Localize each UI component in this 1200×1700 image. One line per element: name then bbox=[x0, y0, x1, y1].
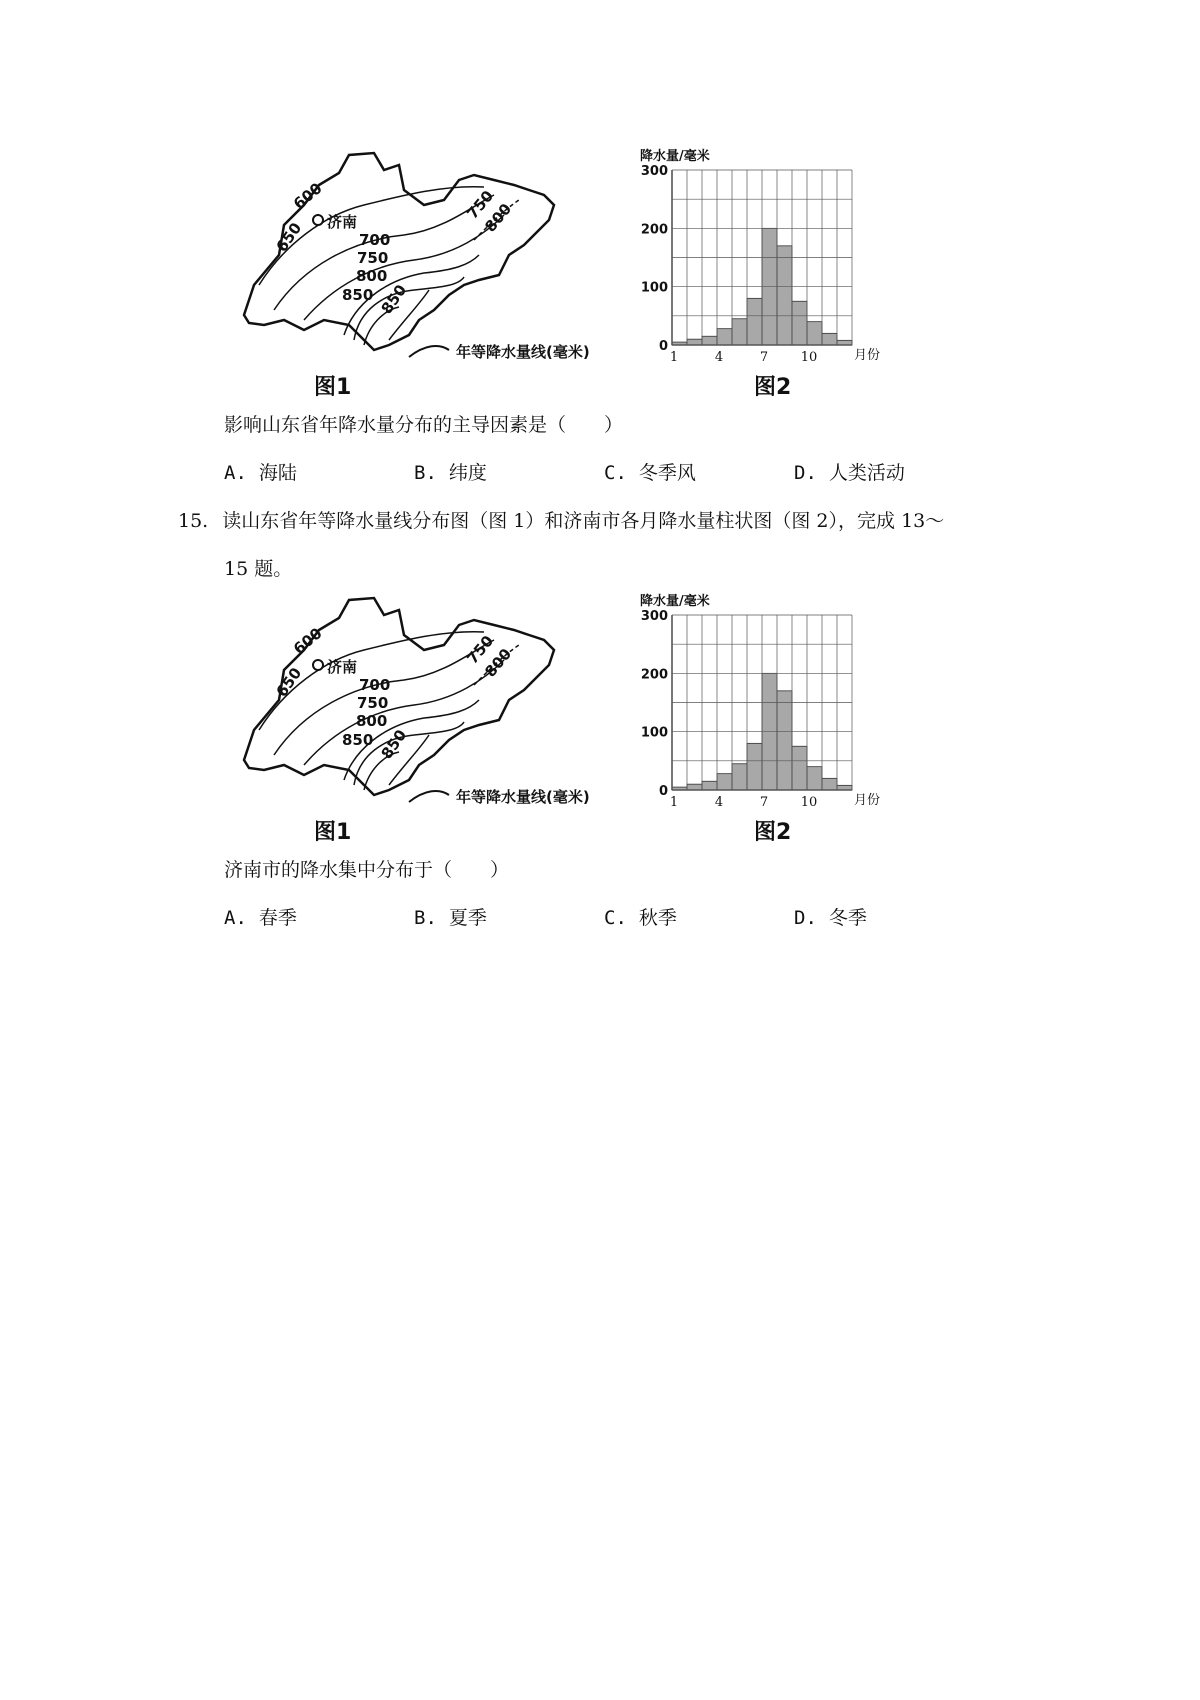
isoline-label-800: 800 bbox=[356, 267, 388, 285]
bar-month-8 bbox=[777, 246, 792, 345]
figure-row-2 bbox=[224, 590, 881, 850]
figure-row-1 bbox=[224, 145, 881, 405]
figure-2-caption: 图2 bbox=[754, 820, 792, 845]
option-b bbox=[414, 903, 487, 930]
bar-month-4 bbox=[717, 329, 732, 345]
jinan-precipitation-chart-2 bbox=[632, 590, 882, 820]
option-letter: D. bbox=[794, 462, 817, 484]
city-label-jinan: 济南 bbox=[327, 213, 358, 231]
isoline-label-850: 850 bbox=[342, 286, 374, 304]
option-letter: B. bbox=[414, 462, 437, 484]
isoline-label-850-south: 850 bbox=[377, 726, 411, 763]
bar-month-8 bbox=[777, 691, 792, 790]
x-tick-label: 10 bbox=[800, 350, 818, 365]
isoline-label-750-east: 750 bbox=[463, 632, 498, 668]
option-text: 纬度 bbox=[448, 462, 487, 484]
x-tick-label: 1 bbox=[669, 795, 679, 810]
bar-month-4 bbox=[717, 774, 732, 790]
bar-month-6 bbox=[747, 298, 762, 345]
isoline-label-700: 700 bbox=[359, 676, 391, 694]
y-axis-label: 降水量/毫米 bbox=[640, 149, 710, 164]
option-text: 夏季 bbox=[448, 907, 487, 929]
option-letter: C. bbox=[604, 907, 627, 929]
figure-1-caption: 图1 bbox=[314, 820, 352, 845]
map-legend: 年等降水量线(毫米) bbox=[456, 343, 590, 361]
option-c bbox=[604, 458, 696, 485]
y-tick-label: 100 bbox=[640, 280, 668, 296]
option-letter: C. bbox=[604, 462, 627, 484]
figure-1-caption: 图1 bbox=[314, 375, 352, 400]
x-axis-label: 月份 bbox=[854, 348, 881, 363]
x-tick-label: 4 bbox=[714, 795, 724, 810]
isoline-label-750: 750 bbox=[357, 249, 389, 267]
x-tick-label: 7 bbox=[759, 795, 769, 810]
x-axis-label: 月份 bbox=[854, 793, 881, 808]
x-tick-label: 1 bbox=[669, 350, 679, 365]
isoline-label-850-south: 850 bbox=[377, 281, 411, 318]
isoline-label-650: 650 bbox=[272, 219, 306, 256]
option-d bbox=[794, 903, 867, 930]
x-tick-label: 7 bbox=[759, 350, 769, 365]
isoline-label-850: 850 bbox=[342, 731, 374, 749]
isoline-label-650: 650 bbox=[272, 664, 306, 701]
isoline-label-600: 600 bbox=[290, 624, 326, 659]
city-label-jinan: 济南 bbox=[327, 658, 358, 676]
bar-month-3 bbox=[702, 781, 717, 790]
bar-month-9 bbox=[792, 746, 807, 790]
option-c bbox=[604, 903, 677, 930]
jinan-precipitation-chart-1 bbox=[632, 145, 882, 375]
option-letter: B. bbox=[414, 907, 437, 929]
option-text: 冬季 bbox=[828, 907, 867, 929]
y-tick-label: 100 bbox=[640, 725, 668, 741]
bar-month-10 bbox=[807, 767, 822, 790]
option-a bbox=[224, 458, 297, 485]
bar-month-10 bbox=[807, 322, 822, 345]
bar-month-2 bbox=[687, 784, 702, 790]
option-text: 秋季 bbox=[638, 907, 677, 929]
y-axis-label: 降水量/毫米 bbox=[640, 594, 710, 609]
option-text: 海陆 bbox=[258, 462, 297, 484]
shandong-isohyet-map-2 bbox=[224, 590, 644, 812]
question-14-text: 影响山东省年降水量分布的主导因素是（ ） bbox=[224, 414, 624, 436]
isoline-label-600: 600 bbox=[290, 179, 326, 214]
y-tick-label: 300 bbox=[640, 609, 668, 624]
bar-month-2 bbox=[687, 339, 702, 345]
option-text: 春季 bbox=[258, 907, 297, 929]
option-letter: D. bbox=[794, 907, 817, 929]
map-legend: 年等降水量线(毫米) bbox=[456, 788, 590, 806]
x-tick-label: 4 bbox=[714, 350, 724, 365]
isoline-label-750: 750 bbox=[357, 694, 389, 712]
bar-month-3 bbox=[702, 336, 717, 345]
option-text: 人类活动 bbox=[828, 462, 905, 484]
question-15-stem bbox=[178, 506, 944, 533]
y-tick-label: 200 bbox=[640, 667, 668, 683]
question-stem-line2: 15 题。 bbox=[224, 558, 293, 580]
y-tick-label: 200 bbox=[640, 222, 668, 238]
y-tick-label: 0 bbox=[658, 784, 668, 799]
option-letter: A. bbox=[224, 462, 247, 484]
option-d bbox=[794, 458, 905, 485]
option-b bbox=[414, 458, 487, 485]
isoline-label-800-east: 800 bbox=[481, 200, 516, 236]
option-text: 冬季风 bbox=[638, 462, 696, 484]
bar-month-11 bbox=[822, 333, 837, 345]
question-stem-line1: 读山东省年等降水量线分布图（图 1）和济南市各月降水量柱状图（图 2），完成 13～ bbox=[222, 510, 945, 532]
y-tick-label: 300 bbox=[640, 164, 668, 179]
isoline-label-800-east: 800 bbox=[481, 645, 516, 681]
question-15-text: 济南市的降水集中分布于（ ） bbox=[224, 859, 510, 881]
bar-month-5 bbox=[732, 319, 747, 345]
isoline-label-700: 700 bbox=[359, 231, 391, 249]
isoline-label-800: 800 bbox=[356, 712, 388, 730]
x-tick-label: 10 bbox=[800, 795, 818, 810]
option-letter: A. bbox=[224, 907, 247, 929]
bar-month-6 bbox=[747, 743, 762, 790]
y-tick-label: 0 bbox=[658, 339, 668, 354]
question-number: 15. bbox=[178, 510, 209, 532]
isoline-label-750-east: 750 bbox=[463, 187, 498, 223]
bar-month-5 bbox=[732, 764, 747, 790]
figure-2-caption: 图2 bbox=[754, 375, 792, 400]
bar-month-9 bbox=[792, 301, 807, 345]
bar-month-11 bbox=[822, 778, 837, 790]
shandong-isohyet-map-1 bbox=[224, 145, 644, 367]
option-a bbox=[224, 903, 297, 930]
